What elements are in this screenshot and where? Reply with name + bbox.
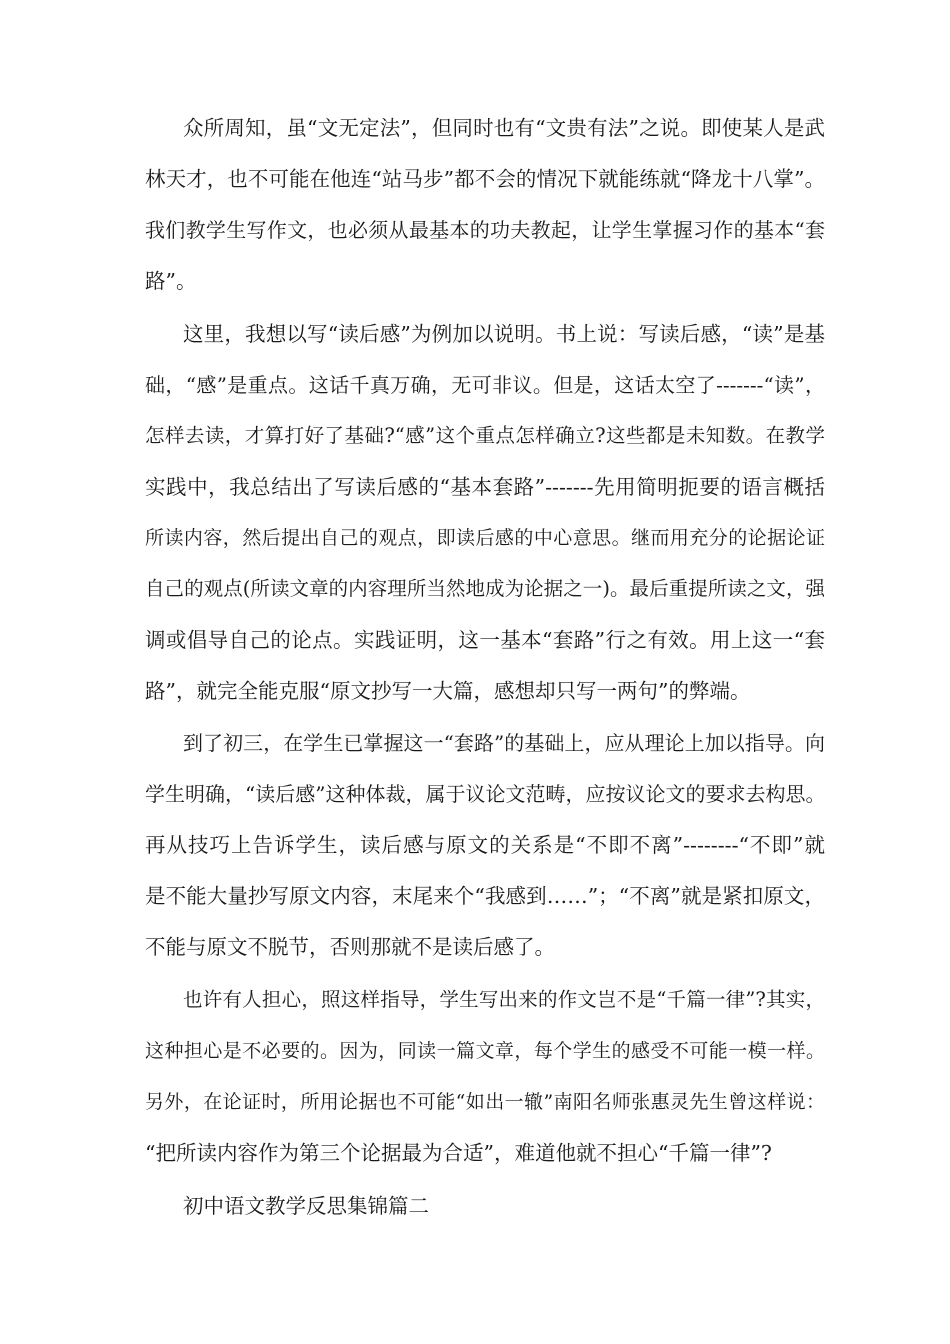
- text-line: 自己的观点(所读文章的内容理所当然地成为论据之一)。最后重提所读之文，强: [145, 577, 825, 600]
- heading-line: 初中语文教学反思集锦篇二: [183, 1194, 429, 1218]
- text-line: 这里，我想以写“读后感”为例加以说明。书上说：写读后感，“读”是基: [183, 322, 825, 346]
- text-line: 学生明确，“读后感”这种体裁，属于议论文范畴，应按议论文的要求去构思。: [145, 782, 826, 806]
- text-line: 另外，在论证时，所用论据也不可能“如出一辙”南阳名师张惠灵先生曾这样说：: [145, 1091, 825, 1113]
- text-line: 是不能大量抄写原文内容，末尾来个“我感到……”；“不离”就是紧扣原文，: [145, 884, 825, 908]
- text-line: 础，“感”是重点。这话千真万确，无可非议。但是，这话太空了-------“读”，: [145, 373, 825, 397]
- text-line: 调或倡导自己的论点。实践证明，这一基本“套路”行之有效。用上这一“套: [145, 628, 825, 652]
- text-line: 路”，就完全能克服“原文抄写一大篇，感想却只写一两句”的弊端。: [145, 679, 751, 703]
- text-line: 众所周知，虽“文无定法”，但同时也有“文贵有法”之说。即使某人是武: [183, 116, 825, 140]
- text-line: 所读内容，然后提出自己的观点，即读后感的中心意思。继而用充分的论据论证: [145, 527, 825, 549]
- text-line: 林天才，也不可能在他连“站马步”都不会的情况下就能练就“降龙十八掌”。: [145, 167, 825, 191]
- text-line: 我们教学生写作文，也必须从最基本的功夫教起，让学生掌握习作的基本“套: [145, 218, 825, 242]
- text-line: 到了初三，在学生已掌握这一“套路”的基础上，应从理论上加以指导。向: [183, 731, 825, 755]
- text-line: 这种担心是不必要的。因为，同读一篇文章，每个学生的感受不可能一模一样。: [145, 1040, 825, 1062]
- text-line: 怎样去读，才算打好了基础?“感”这个重点怎样确立?这些都是未知数。在教学: [145, 424, 825, 447]
- text-line: “把所读内容作为第三个论据最为合适”，难道他就不担心“千篇一律”?: [145, 1141, 772, 1165]
- text-line: 不能与原文不脱节，否则那就不是读后感了。: [145, 935, 555, 959]
- text-line: 也许有人担心，照这样指导，学生写出来的作文岂不是“千篇一律”?其实，: [183, 988, 825, 1011]
- text-line: 路”。: [145, 269, 197, 293]
- text-line: 实践中，我总结出了写读后感的“基本套路”-------先用简明扼要的语言概括: [145, 475, 825, 499]
- text-line: 再从技巧上告诉学生，读后感与原文的关系是“不即不离”--------“不即”就: [145, 833, 825, 857]
